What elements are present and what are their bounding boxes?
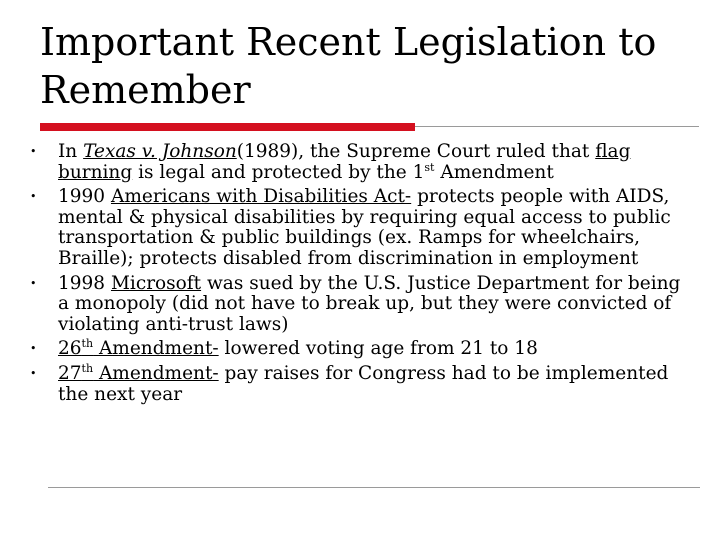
item-text: protects people with AIDS, mental & physical disabilities by requiring equal access to public transportation & public buildings (ex. Ramps for wheelchairs, Braille); protects disabled from discrimination in employment	[58, 186, 671, 269]
list-item-26th-amendment	[22, 339, 682, 360]
case-name: Texas v. Johnson	[83, 141, 237, 162]
ordinal-suffix: th	[81, 361, 94, 375]
item-text: (1989), the Supreme Court ruled that	[236, 141, 596, 162]
item-year: 1990	[58, 186, 111, 208]
ordinal-suffix: st	[424, 160, 435, 174]
title-accent-bar	[40, 123, 415, 131]
term-amendment-27	[58, 363, 219, 384]
item-text: pay raises for Congress had to be implemented the next year	[58, 362, 669, 405]
item-text: Amendment	[434, 161, 554, 183]
title-rule	[415, 126, 699, 127]
list-item-texas-v-johnson	[22, 142, 682, 183]
amendment-label: Amendment-	[93, 362, 219, 384]
item-text: was sued by the U.S. Justice Department for being a monopoly (did not have to break up, but they were convicted of violating anti-trust laws)	[58, 272, 681, 335]
list-item-27th-amendment	[22, 361, 682, 405]
item-text: is legal and protected by the 1	[132, 161, 425, 183]
list-item-microsoft	[22, 274, 682, 336]
bullet-dot-icon: •	[30, 145, 37, 158]
legislation-list	[22, 142, 682, 405]
bullet-dot-icon: •	[30, 342, 37, 356]
bullet-dot-icon: •	[30, 276, 37, 290]
list-item-ada	[22, 187, 682, 269]
ordinal-suffix: th	[81, 337, 94, 351]
amendment-number: 26	[58, 338, 82, 360]
term-flag-burning: flag burning	[58, 141, 631, 183]
term-ada: Americans with Disabilities Act-	[110, 186, 412, 208]
term-amendment-26	[58, 338, 219, 359]
amendment-number: 27	[58, 362, 82, 384]
amendment-label: Amendment-	[93, 338, 219, 360]
footer-rule	[48, 487, 700, 488]
item-year: 1998	[58, 272, 111, 294]
item-text: In	[58, 141, 84, 162]
slide-title	[40, 18, 700, 114]
item-text: lowered voting age from 21 to 18	[218, 338, 538, 360]
bullet-dot-icon: •	[30, 366, 37, 380]
bullet-dot-icon: •	[30, 190, 37, 204]
slide-title-line-1: Important Recent Legislation to	[40, 20, 657, 64]
slide-title-line-2: Remember	[40, 68, 251, 112]
term-microsoft: Microsoft	[110, 272, 202, 294]
